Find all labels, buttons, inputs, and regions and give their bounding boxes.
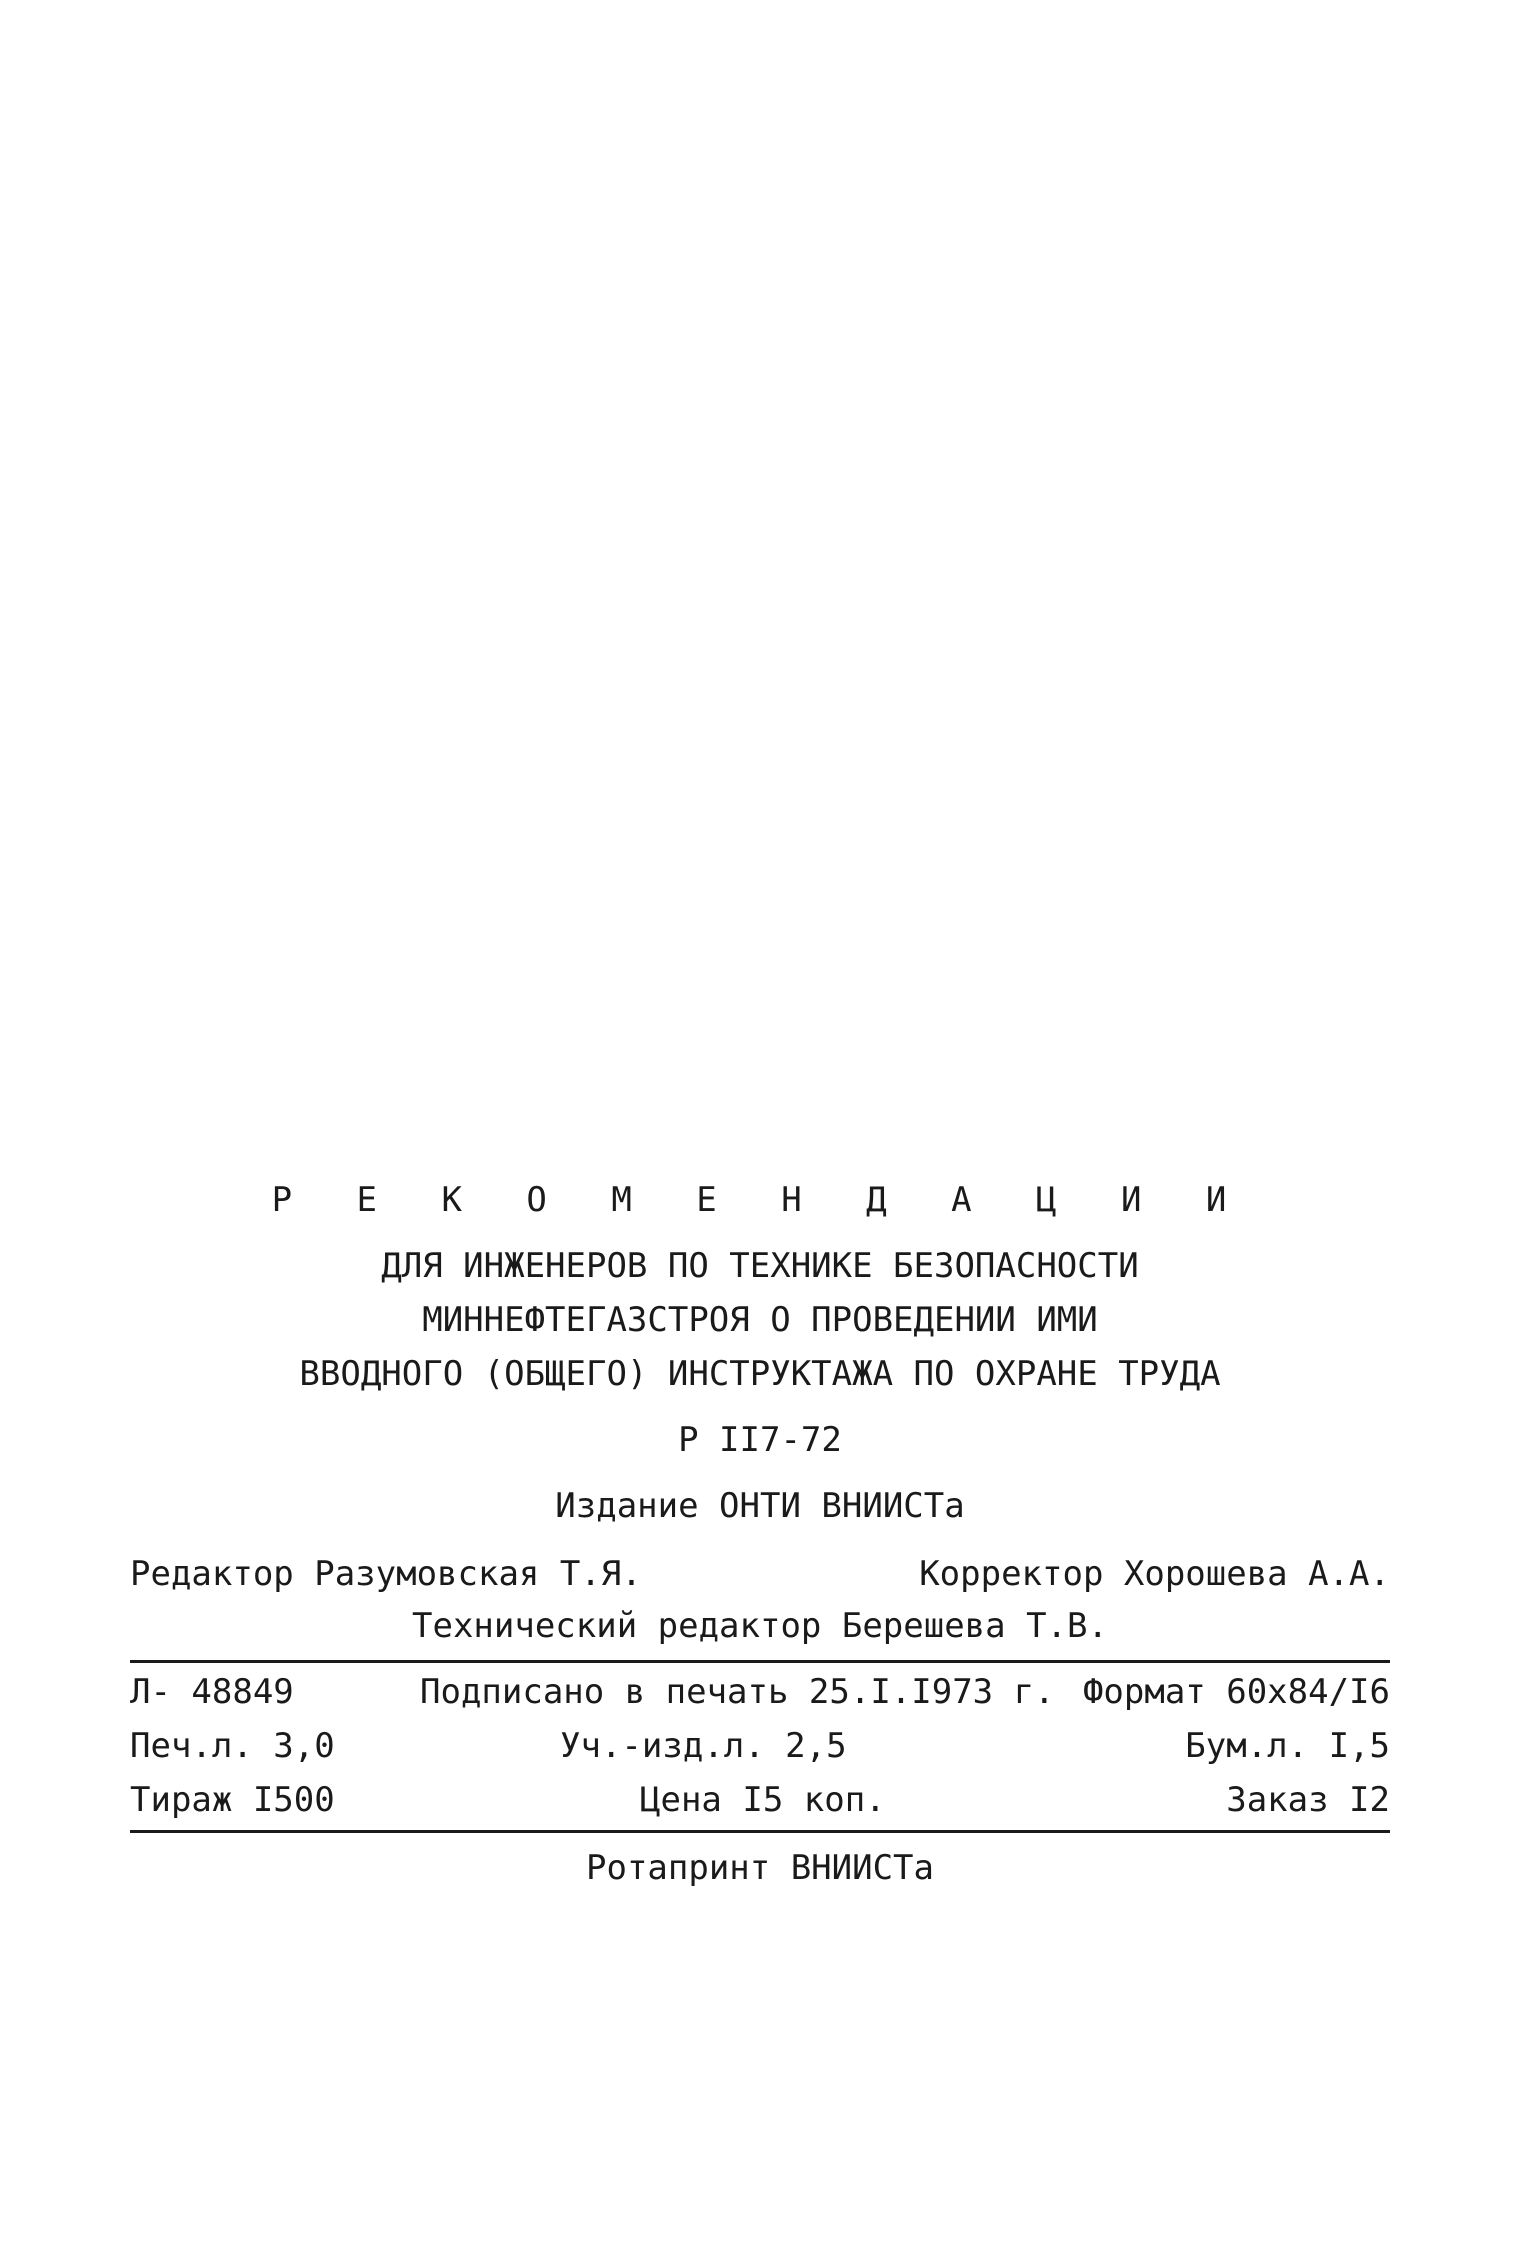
document-code: Р II7-72 <box>678 1420 842 1460</box>
printer-line: Ротапринт ВНИИСТа <box>586 1848 934 1888</box>
tech-editor-credit: Технический редактор Берешева Т.В. <box>412 1606 1108 1646</box>
editor-credit: Редактор Разумовская Т.Я. <box>130 1554 642 1594</box>
price: Цена I5 коп. <box>640 1780 886 1820</box>
print-run: Тираж I500 <box>130 1780 335 1820</box>
signed-to-print: Подписано в печать 25.I.I973 г. <box>420 1672 1055 1712</box>
document-heading: Р Е К О М Е Н Д А Ц И И <box>271 1180 1249 1220</box>
order-number: Заказ I2 <box>1226 1780 1390 1820</box>
license-number: Л- 48849 <box>130 1672 294 1712</box>
title-line-1: ДЛЯ ИНЖЕНЕРОВ ПО ТЕХНИКЕ БЕЗОПАСНОСТИ <box>381 1246 1139 1286</box>
title-line-2: МИННЕФТЕГАЗСТРОЯ О ПРОВЕДЕНИИ ИМИ <box>422 1300 1098 1340</box>
printed-sheets: Печ.л. 3,0 <box>130 1726 335 1766</box>
paper-sheets: Бум.л. I,5 <box>1185 1726 1390 1766</box>
paper-format: Формат 60х84/I6 <box>1082 1672 1390 1712</box>
corrector-credit: Корректор Хорошева А.А. <box>919 1554 1390 1594</box>
top-divider <box>130 1660 1390 1663</box>
title-line-3: ВВОДНОГО (ОБЩЕГО) ИНСТРУКТАЖА ПО ОХРАНЕ ТРУДА <box>299 1354 1221 1394</box>
bottom-divider <box>130 1830 1390 1833</box>
publisher-line: Издание ОНТИ ВНИИСТа <box>555 1486 965 1526</box>
publisher-sheets: Уч.-изд.л. 2,5 <box>560 1726 847 1766</box>
